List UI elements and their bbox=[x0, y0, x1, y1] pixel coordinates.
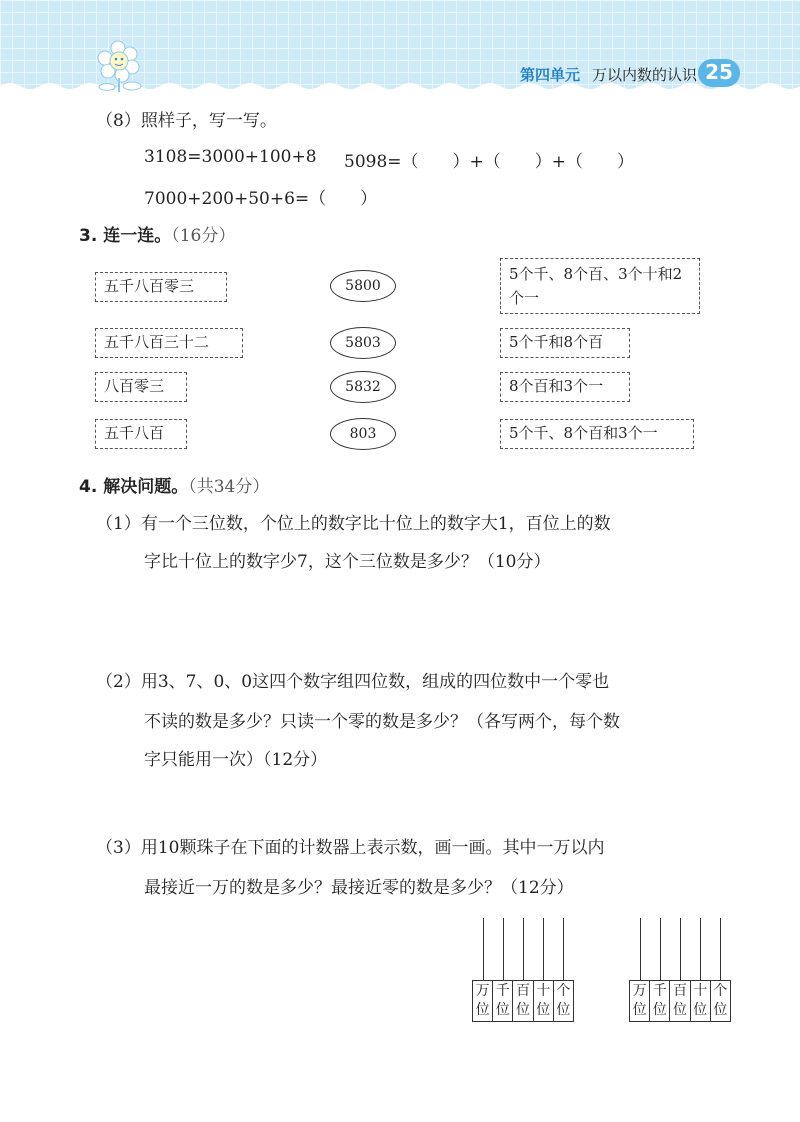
abacus-place-label: 个 位 bbox=[556, 983, 571, 1018]
abacus-rod[interactable] bbox=[563, 918, 564, 980]
abacus-place-label: 个 位 bbox=[713, 983, 728, 1018]
match-right-item[interactable]: 5个千和8个百 bbox=[500, 328, 630, 358]
match-number-oval[interactable]: 5832 bbox=[330, 371, 396, 403]
q4-heading bbox=[79, 472, 269, 497]
match-right-item[interactable]: 5个千、8个百和3个一 bbox=[500, 419, 694, 449]
abacus-place-label: 千 位 bbox=[650, 981, 670, 1021]
q8-blank-2: 7000+200+50+6=（ ） bbox=[144, 189, 378, 209]
abacus-base bbox=[629, 980, 731, 1022]
abacus-place-label: 万 位 bbox=[473, 981, 493, 1021]
q4-p2-line1: （2）用3、7、0、0这四个数字组四位数，组成的四位数中一个零也 bbox=[96, 672, 610, 692]
match-left-item[interactable]: 五千八百三十二 bbox=[95, 328, 243, 358]
abacus-rod[interactable] bbox=[483, 918, 484, 980]
abacus-rod[interactable] bbox=[523, 918, 524, 980]
q3-title: 3. 连一连。 bbox=[79, 226, 172, 246]
q4-p2-line3: 字只能用一次）（12分） bbox=[144, 750, 328, 770]
unit-title: 第四单元 bbox=[520, 66, 581, 84]
q4-p1-line2: 字比十位上的数字少7，这个三位数是多少？（10分） bbox=[144, 552, 551, 572]
abacus-rod[interactable] bbox=[543, 918, 544, 980]
abacus-place-label: 十 位 bbox=[534, 981, 554, 1021]
abacus-rod[interactable] bbox=[503, 918, 504, 980]
q8-example: 3108=3000+100+8 bbox=[144, 147, 317, 167]
flower-icon bbox=[92, 40, 152, 92]
abacus-rod[interactable] bbox=[660, 918, 661, 980]
q8-title: （8）照样子，写一写。 bbox=[96, 111, 277, 131]
page-number: 25 bbox=[705, 60, 733, 84]
q4-p1-line1: （1）有一个三位数，个位上的数字比十位上的数字大1，百位上的数 bbox=[96, 514, 611, 534]
q3-heading bbox=[79, 221, 235, 246]
match-right-item[interactable]: 5个千、8个百、3个十和2个一 bbox=[500, 258, 700, 314]
abacus-rod[interactable] bbox=[700, 918, 701, 980]
abacus-base bbox=[472, 980, 574, 1022]
abacus-rod[interactable] bbox=[640, 918, 641, 980]
abacus-place-label: 万 位 bbox=[630, 981, 650, 1021]
q4-score: （共34分） bbox=[188, 477, 270, 497]
abacus-rod[interactable] bbox=[720, 918, 721, 980]
match-number-oval[interactable]: 5800 bbox=[330, 270, 396, 302]
abacus-place-label: 十 位 bbox=[691, 981, 711, 1021]
match-number-oval[interactable]: 803 bbox=[330, 418, 396, 450]
match-right-item[interactable]: 8个百和3个一 bbox=[500, 372, 630, 402]
q4-title: 4. 解决问题。 bbox=[79, 477, 189, 497]
q4-p3-line2: 最接近一万的数是多少？最接近零的数是多少？（12分） bbox=[144, 878, 574, 898]
q8-blank-1: 5098=（ ）+（ ）+（ ） bbox=[344, 152, 634, 172]
chapter-title: 万以内数的认识 bbox=[592, 66, 698, 84]
q4-p3-line1: （3）用10颗珠子在下面的计数器上表示数，画一画。其中一万以内 bbox=[96, 838, 605, 858]
q3-score: （16分） bbox=[171, 226, 236, 246]
abacus-place-label: 千 位 bbox=[493, 981, 513, 1021]
q4-p2-line2: 不读的数是多少？只读一个零的数是多少？（各写两个，每个数 bbox=[144, 712, 620, 732]
match-number-oval[interactable]: 5803 bbox=[330, 327, 396, 359]
abacus-place-label: 百 位 bbox=[670, 981, 690, 1021]
match-left-item[interactable]: 五千八百 bbox=[95, 419, 187, 449]
match-left-item[interactable]: 八百零三 bbox=[95, 372, 187, 402]
abacus-place-label: 百 位 bbox=[513, 981, 533, 1021]
abacus-rod[interactable] bbox=[680, 918, 681, 980]
match-left-item[interactable]: 五千八百零三 bbox=[95, 272, 227, 302]
